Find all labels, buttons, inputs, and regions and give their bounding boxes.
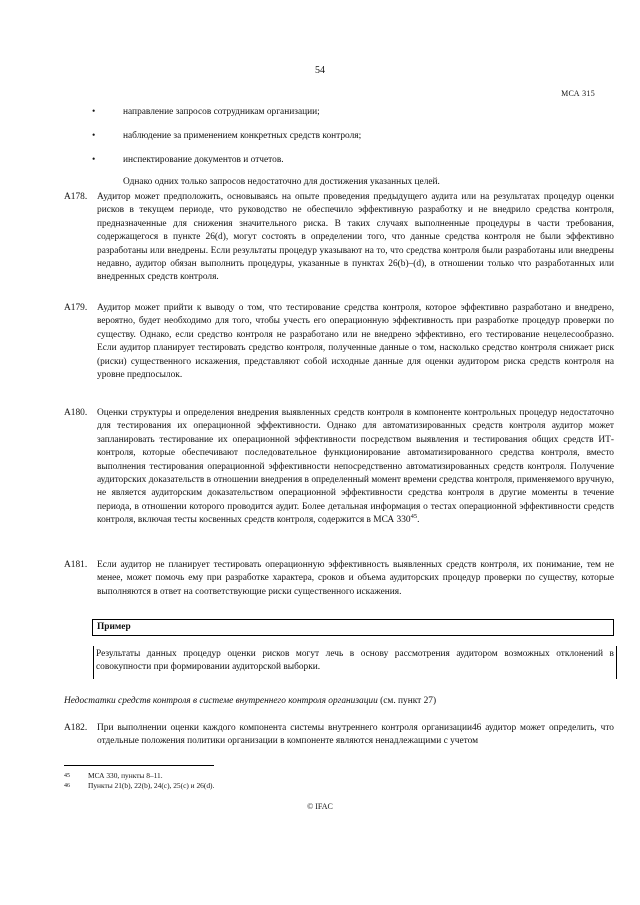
paragraph-number: A181. [64,560,88,570]
subheading-title: Недостатки средств контроля в системе внутреннего контроля организации [64,696,378,706]
paragraph-text: Если аудитор не планирует тестировать операционную эффективность выявленных средств контроля, их понимание, тем не менее, может помочь ему при разработке характера, сроков и объема аудиторских процедур проверки по существу, которые выполняются в ответ на соответствующие риски существенного искажения. [97,560,614,597]
list-item-text: направление запросов сотрудникам организации; [123,107,320,117]
bullet-glyph: • [92,107,96,117]
paragraph-end: . [417,515,420,526]
paragraph-a182 [64,722,614,749]
paragraph-text: Аудитор может предположить, основываясь на опыте проведения предыдущего аудита или на результатах процедур оценки рисков в текущем периоде, что руководство не обеспечило эффективную разработку и не внедрило средства контроля, предназначенные для снижения значительного риска. В таких случаях выполненные процедуры в части требования, содержащегося в пункте 26(d), могут состоять в определении того, что данные средства контроля не были эффективно разработаны или внедрены. Если результаты процедур указывают на то, что средства контроля были разработаны или внедрены недавно, аудитор обязан выполнить процедуры, указанные в пунктах 26(b)–(d), в отношении только что разработанных или внедренных средств контроля. [97,192,614,283]
list-item [92,130,612,154]
paragraph-text: При выполнении оценки каждого компонента системы внутреннего контроля организации46 аудитор может определить, что отдельные положения политики организации в компоненте являются ненадлежащими с учетом [97,723,614,747]
footnote-mark: 46 [64,783,70,789]
footnotes [64,771,464,791]
lead-sentence: Однако одних только запросов недостаточно для достижения указанных целей. [123,177,440,187]
footnote [64,781,464,791]
section-subheading [64,695,614,708]
bullet-glyph: • [92,131,96,141]
paragraph-number: A180. [64,408,88,418]
list-item-text: наблюдение за применением конкретных средств контроля; [123,131,362,141]
paragraph-a180 [64,407,614,528]
paragraph-text: Аудитор может прийти к выводу о том, что тестирование средства контроля, которое эффективно разработано и внедрено, вероятно, будет необходимо для того, чтобы учесть его операционную эффективность при разработке процедур проверки по существу. Однако, если средство контроля не разработано или не внедрено эффективно, его тестирование нецелесообразно. Если аудитор планирует тестировать средство контроля, полученные данные о том, насколько средство контроля снижает риск (риски) существенного искажения, представляют собой исходные данные для оценки аудитором риска средств контроля на уровне предпосылок. [97,303,614,381]
page-number: 54 [315,65,325,76]
paragraph-number: A182. [64,723,88,733]
example-content-box [93,646,617,679]
example-text: Результаты данных процедур оценки рисков могут лечь в основу рассмотрения аудитором возможных отклонений в совокупности при формировании аудиторской выборки. [96,649,614,673]
paragraph-a181 [64,559,614,599]
paragraph-number: A178. [64,192,88,202]
footnote-divider [64,765,214,766]
list-item [92,106,612,130]
example-label: Пример [97,622,131,632]
list-item [92,154,612,178]
footnote-text: Пункты 21(b), 22(b), 24(c), 25(c) и 26(d). [88,781,215,790]
footnote-ref[interactable]: 45 [410,513,418,521]
subheading-reference: (см. пункт 27) [377,696,437,706]
footnote [64,771,464,781]
running-header: МСА 315 [561,89,595,98]
bullet-glyph: • [92,155,96,165]
paragraph-a179 [64,302,614,382]
footnote-mark: 45 [64,773,70,779]
bullet-list [92,106,612,178]
paragraph-text [97,407,614,528]
paragraph-number: A179. [64,303,88,313]
list-item-text: инспектирование документов и отчетов. [123,155,284,165]
paragraph-text-main: Оценки структуры и определения внедрения выявленных средств контроля в компоненте контрольных процедур недостаточно для тестирования их операционной эффективности. Однако для автоматизированных средств контроля аудитор может запланировать тестирование их операционной эффективности посредством выявления и тестирования общих средств ИТ-контроля, которые обеспечивают последовательное функционирование автоматизированного средства контроля, вместо выполнения тестирования операционной эффективности непосредственно автоматизированных средств контроля. Получение аудиторских доказательств в отношении внедрения в определенный момент времени средства контроля, применяемого вручную, не является аудиторским доказательством операционной эффективности средства контроля в другие моменты в течение периода, в отношении которого проводится аудит. Более детальная информация о тестах операционной эффективности средств контроля, включая тесты косвенных средств контроля, содержится в МСА 330 [97,408,614,526]
copyright-footer: © IFAC [307,802,333,811]
paragraph-a178 [64,191,614,285]
footnote-text: МСА 330, пункты 8–11. [88,771,163,780]
example-header-box [92,619,614,636]
